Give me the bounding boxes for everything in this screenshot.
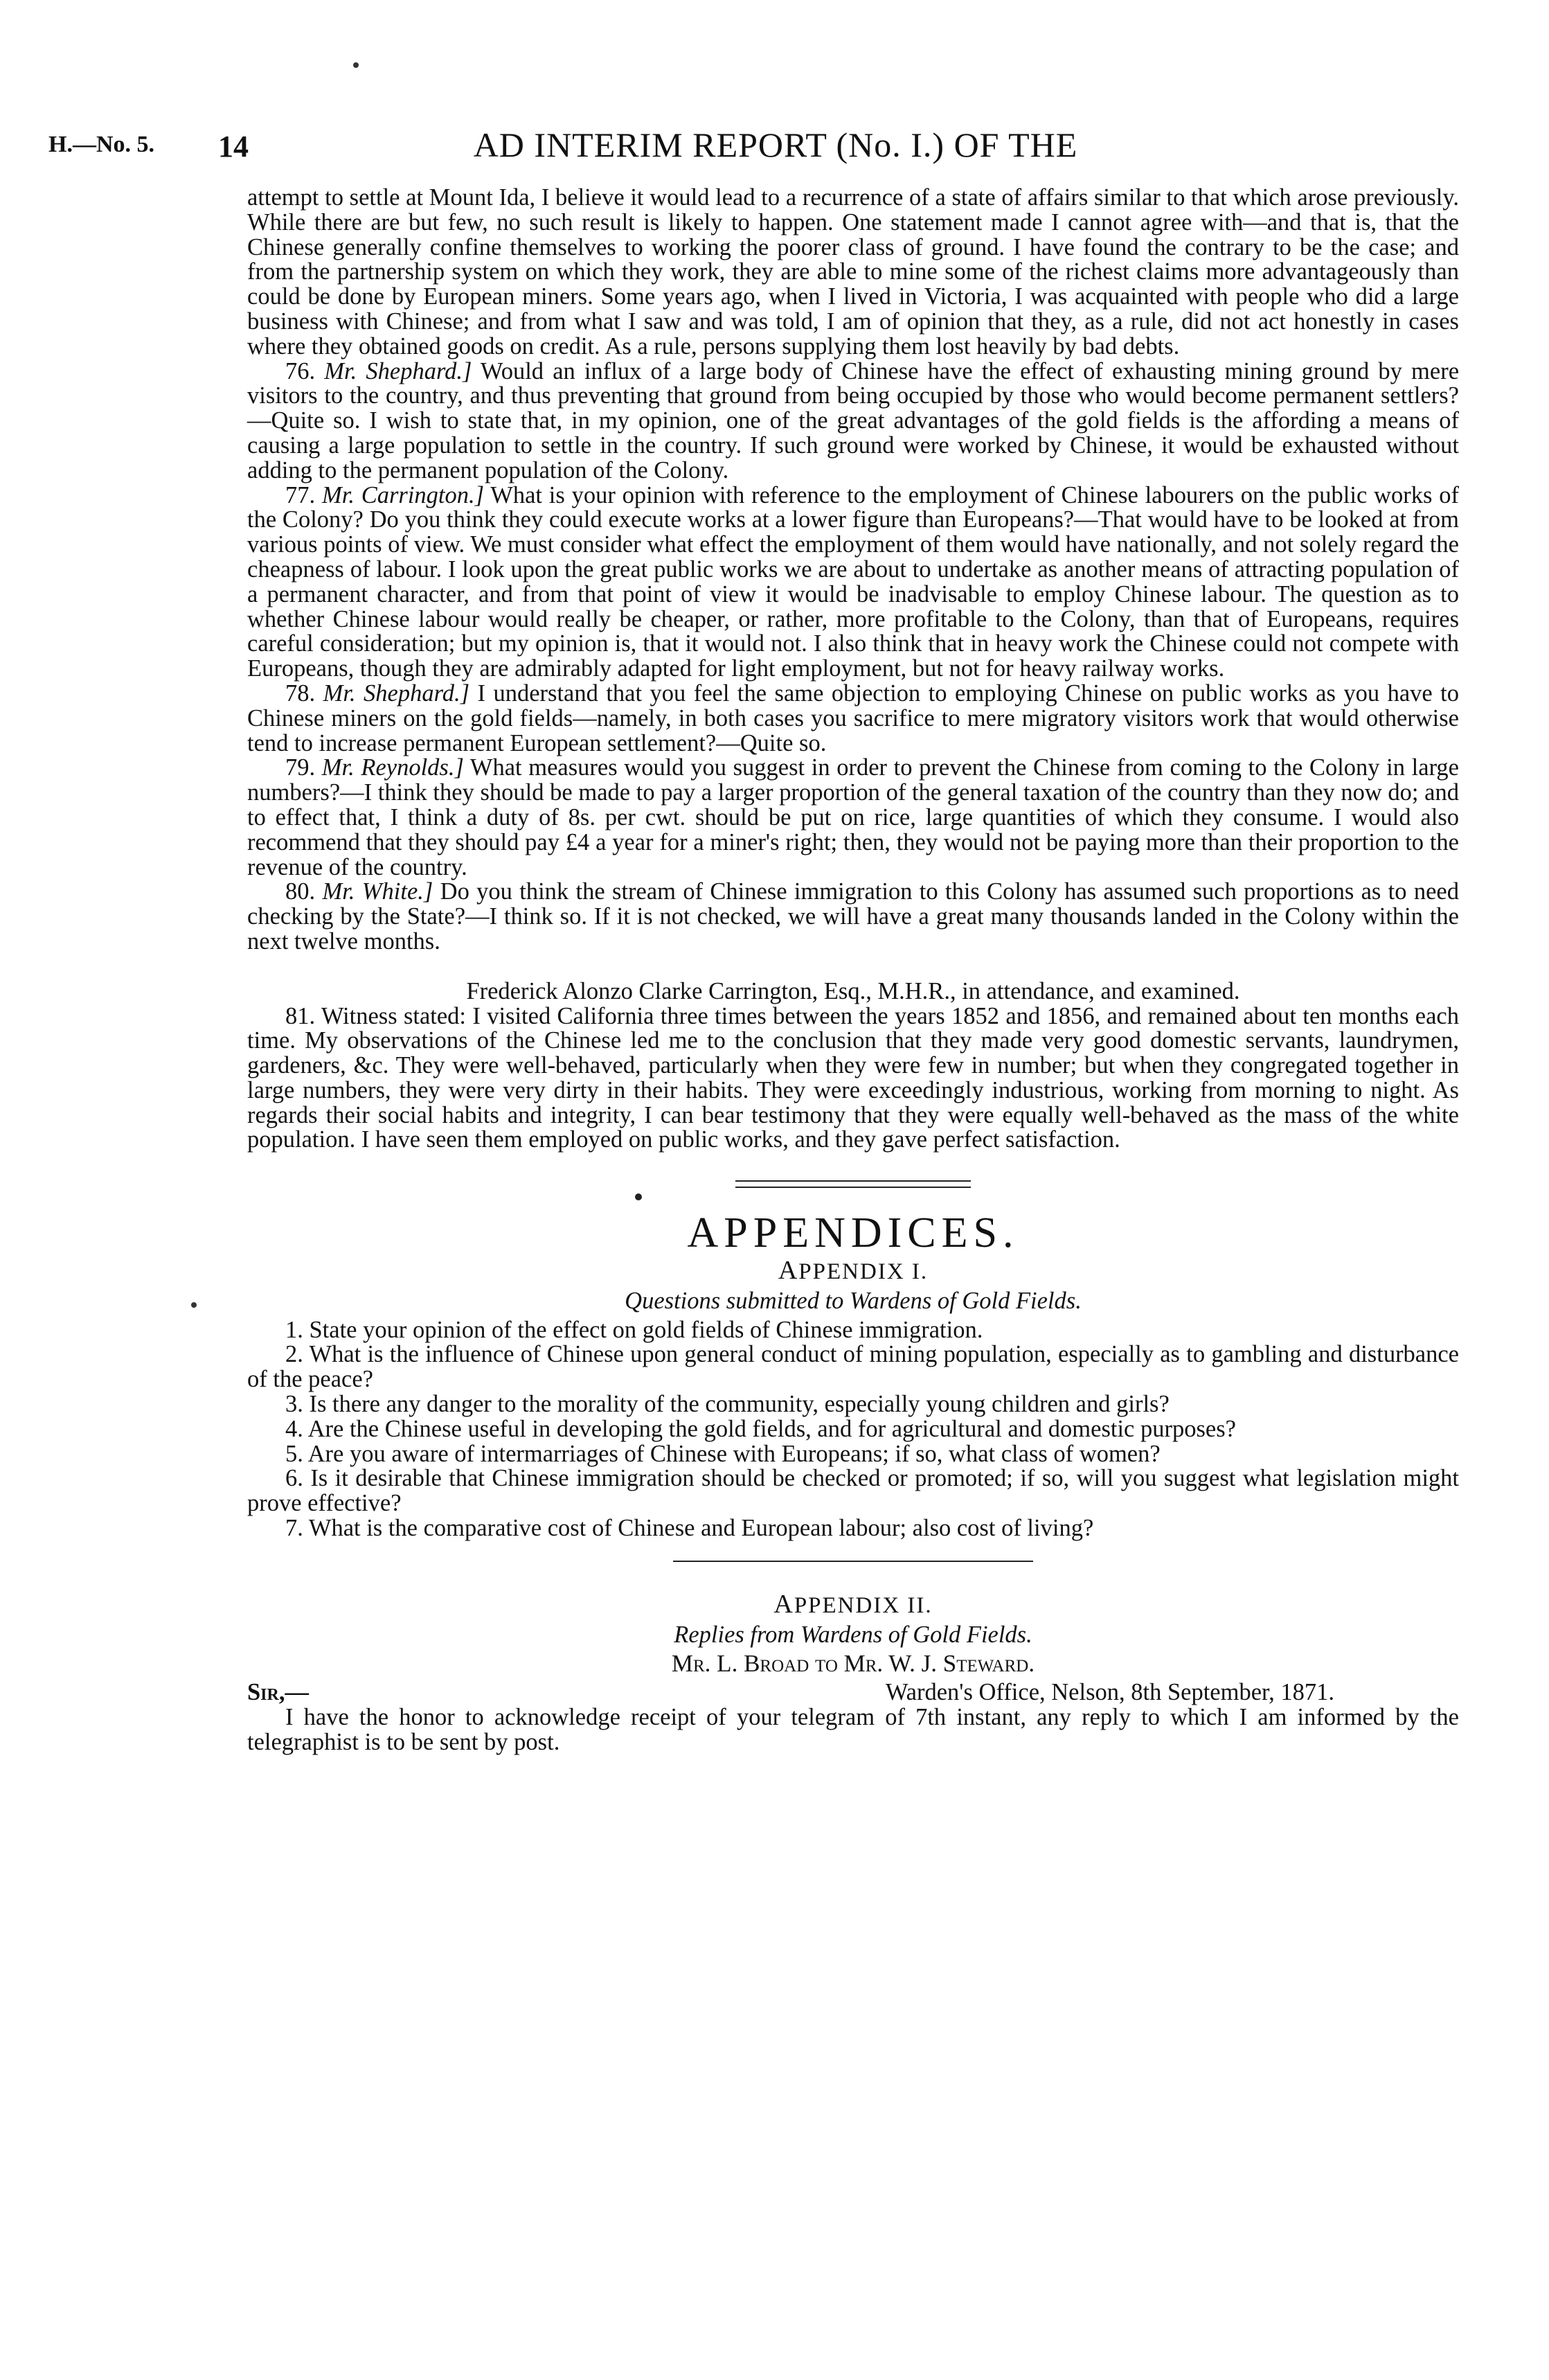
question-text: I understand that you feel the same objection to employing Chinese on public works as you have to Chinese miners on the gold fields—namely, in both cases you sacrifice to mere migratory visitors work that would otherwise tend to increase permanent European settlement?—Quite so. [247, 680, 1459, 756]
section-divider [735, 1180, 971, 1188]
question-text: What measures would you suggest in order to prevent the Chinese from coming to the Colony in large numbers?—I think they should be made to pay a larger proportion of the general taxation of the country than they now do; and to effect that, I think a duty of 8s. per cwt. should be put on rice, large quantities of which they consume. I would also recommend that they should pay £4 a year for a miner's right; then, they would not be paying more than their proportion to the revenue of the country. [247, 754, 1459, 880]
question-number: 77. [285, 481, 316, 508]
question-76 [247, 359, 1459, 483]
list-item: 1. State your opinion of the effect on gold fields of Chinese immigration. [285, 1316, 983, 1343]
appendix-1-subtitle: Questions submitted to Wardens of Gold Fields. [625, 1287, 1082, 1314]
letter-body: I have the honor to acknowledge receipt of your telegram of 7th instant, any reply to which I am informed by the telegraphist is to be sent by post. [247, 1704, 1459, 1756]
question-list [247, 1318, 1459, 1541]
witness-introduction: Frederick Alonzo Clarke Carrington, Esq., M.H.R., in attendance, and examined. [466, 977, 1240, 1004]
questioner: Mr. Reynolds.] [321, 754, 464, 781]
letter-from-to: Mr. L. Broad to Mr. W. J. Steward. [671, 1650, 1035, 1678]
question-number: 78. [285, 680, 316, 707]
appendix-2-heading: APPENDIX II. [773, 1589, 933, 1619]
witness-statement: 81. Witness stated: I visited California three times between the years 1852 and 1856, and remained about ten months each time. My observations of the Chinese led me to the conclusion that they made very good domestic servants, laundrymen, gardeners, &c. They were well-behaved, particularly when they were few in number; but when they congregated together in large numbers, they were very dirty in their habits. They were exceedingly industrious, working from morning to night. As regards their social habits and integrity, I can bear testimony that they were equally well-behaved as the mass of the white population. I have seen them employed on public works, and they gave perfect satisfaction. [247, 1002, 1459, 1153]
list-item: 4. Are the Chinese useful in developing the gold fields, and for agricultural and domestic purposes? [285, 1415, 1236, 1442]
list-item: 7. What is the comparative cost of Chinese and European labour; also cost of living? [285, 1515, 1094, 1542]
questioner: Mr. White.] [322, 878, 433, 905]
evidence-paragraph: attempt to settle at Mount Ida, I believe it would lead to a recurrence of a state of affairs similar to that which arose previously. While there are but few, no such result is likely to happen. One statement made I cannot agree with—and that is, that the Chinese generally confine themselves to working the poorer class of ground. I have found the contrary to be the case; and from the partnership system on which they work, they are able to mine some of the richest claims more advantageously than could be done by European miners. Some years ago, when I lived in Victoria, I was acquainted with people who did a large business with Chinese; and from what I saw and was told, I am of opinion that they, as a rule, did not act honestly in cases where they obtained goods on credit. As a rule, persons supplying them lost heavily by bad debts. [247, 184, 1459, 359]
page-body [247, 186, 1459, 1755]
document-reference: H.—No. 5. [48, 132, 154, 157]
page-header [48, 125, 1503, 173]
questioner: Mr. Shephard.] [324, 357, 472, 384]
letter-header [247, 1680, 1459, 1705]
question-number: 76. [285, 357, 316, 384]
salutation: Sir,— [247, 1679, 309, 1706]
ornament-dot [635, 1193, 642, 1200]
list-item: 3. Is there any danger to the morality of the community, especially young children and girls? [285, 1391, 1170, 1418]
section-divider [673, 1561, 1033, 1562]
appendix-1-heading: APPENDIX I. [778, 1256, 929, 1286]
questioner: Mr. Carrington.] [321, 481, 485, 508]
page-number: 14 [218, 130, 249, 163]
list-item: 6. Is it desirable that Chinese immigration should be checked or promoted; if so, will you suggest what legislation might prove effective? [247, 1465, 1459, 1517]
list-item: 2. What is the influence of Chinese upon general conduct of mining population, especially as to gambling and disturbance of the peace? [247, 1341, 1459, 1393]
print-speck [353, 62, 359, 68]
question-number: 79. [285, 754, 316, 781]
dateline: Warden's Office, Nelson, 8th September, 1871. [885, 1679, 1334, 1706]
question-number: 80. [285, 878, 316, 905]
print-speck [191, 1302, 197, 1308]
question-79 [247, 756, 1459, 880]
question-78 [247, 682, 1459, 756]
running-title: AD INTERIM REPORT (No. I.) OF THE [473, 125, 1078, 164]
question-text: Do you think the stream of Chinese immigration to this Colony has assumed such proportions as to need checking by the State?—I think so. If it is not checked, we will have a great many thousands landed in the Colony within the next twelve months. [247, 878, 1459, 954]
questioner: Mr. Shephard.] [323, 680, 470, 707]
appendix-2-subtitle: Replies from Wardens of Gold Fields. [674, 1621, 1032, 1648]
question-80 [247, 880, 1459, 954]
appendices-title: APPENDICES. [687, 1209, 1019, 1257]
list-item: 5. Are you aware of intermarriages of Chinese with Europeans; if so, what class of women? [285, 1440, 1161, 1467]
question-text: What is your opinion with reference to the employment of Chinese labourers on the public works of the Colony? Do you think they could execute works at a lower figure than Europeans?—That would have to be looked at from various points of view. We must consider what effect the employment of them would have nationally, and not solely regard the cheapness of labour. I look upon the great public works we are about to undertake as another means of attracting population of a permanent character, and from that point of view it would be inadvisable to employ Chinese labour. The question as to whether Chinese labour would really be cheaper, or rather, more profitable to the Colony, than that of Europeans, requires careful consideration; but my opinion is, that it would not. I also think that in heavy work the Chinese could not compete with Europeans, though they are admirably adapted for light employment, but not for heavy railway works. [247, 481, 1459, 682]
question-77 [247, 483, 1459, 682]
question-text: Would an influx of a large body of Chinese have the effect of exhausting mining ground by mere visitors to the country, and thus preventing that ground from being occupied by those who would become permanent settlers?—Quite so. I wish to state that, in my opinion, one of the great advantages of the gold fields is the affording a means of causing a large population to settle in the country. If such ground were worked by Chinese, it would be exhausted without adding to the permanent population of the Colony. [247, 357, 1460, 483]
